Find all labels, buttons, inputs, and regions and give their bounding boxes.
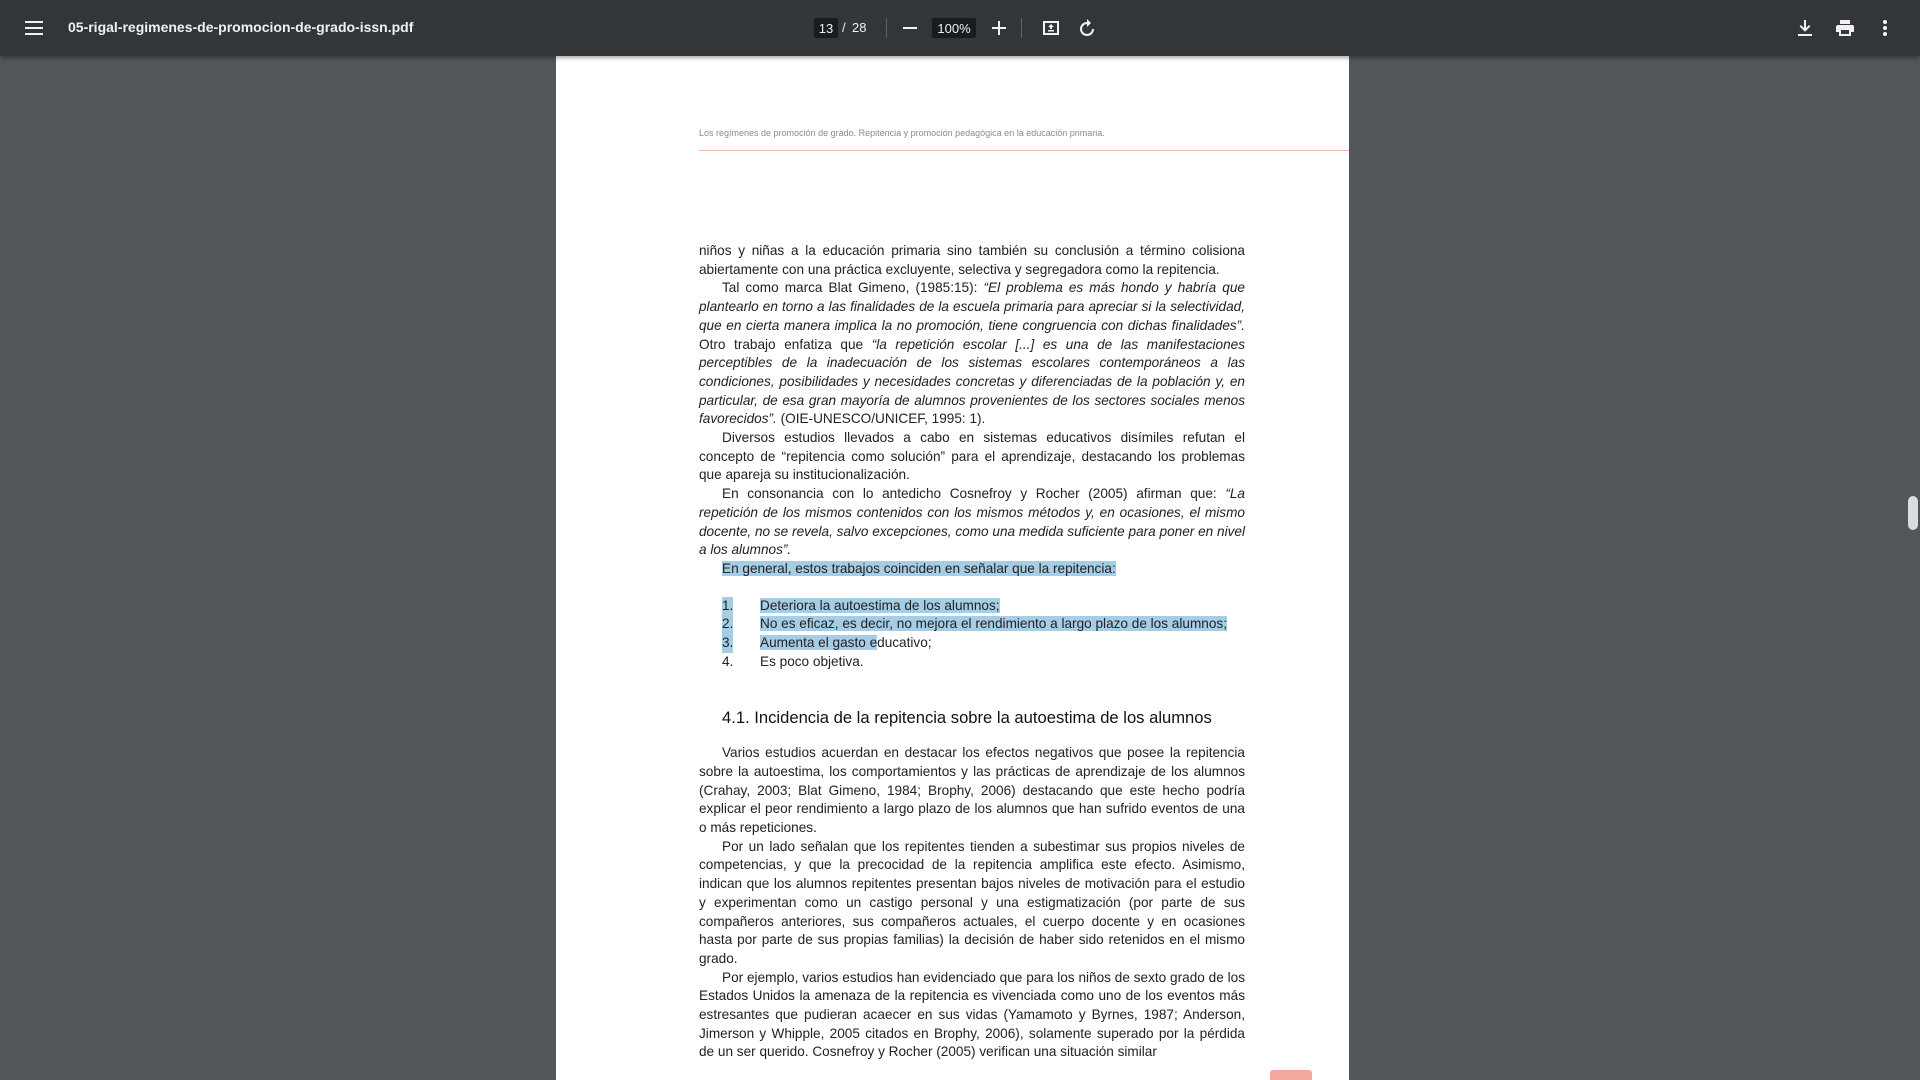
zoom-out-button[interactable]: [892, 10, 928, 46]
paragraph: niños y niñas a la educación primaria sino también su conclusión a término colisiona abiertamente con una práctica excluyente, selectiva y segregadora como la repitencia.: [699, 243, 1245, 277]
text-selection: Deteriora la autoestima de los alumnos;: [760, 597, 1000, 613]
minus-icon: [903, 21, 917, 35]
pdf-toolbar: [0, 0, 1920, 56]
paragraph: En consonancia con lo antedicho Cosnefroy y Rocher (2005) afirman que: “La repetición de los mismos contenidos con los mismos métodos y, en ocasiones, el mismo docente, no se revela, salvo excepciones, como una medida suficiente para poner en nivel a los alumnos”.: [699, 486, 1245, 558]
list-item: 1. Deteriora la autoestima de los alumnos;: [699, 597, 1245, 616]
page-number-input[interactable]: [814, 18, 838, 38]
header-rule: [699, 150, 1349, 151]
paragraph-selected: [699, 560, 1245, 579]
list-item: 4. Es poco objetiva.: [722, 653, 864, 669]
page-number-tab: [1270, 1070, 1312, 1080]
fit-to-page-icon: [1042, 19, 1060, 37]
list-item: 3. Aumenta el gasto educativo;: [699, 634, 1245, 653]
zoom-level-input[interactable]: [932, 18, 976, 38]
rotate-button[interactable]: [1069, 10, 1105, 46]
scrollbar-track[interactable]: [1906, 56, 1920, 1080]
rotate-icon: [1078, 19, 1096, 37]
numbered-list: [699, 597, 1245, 672]
plus-icon: [992, 21, 1006, 35]
document-title: 05-rigal-regimenes-de-promocion-de-grado-issn.pdf: [68, 19, 414, 35]
paragraph: Tal como marca Blat Gimeno, (1985:15): “El problema es más hondo y habría que plantearlo en torno a las finalidades de la escuela primaria para apreciar si la selectividad, que en cierta manera implica la no promoción, tiene congruencia con dichas finalidades”. Otro trabajo enfatiza que “la repetición escolar [...] es una de las manifestaciones perceptibles de la inadecuación de los sistemas escolares contemporáneos a las condiciones, posibilidades y necesidades concretas y diferenciadas de la población y, en particular, de esa gran mayoría de alumnos provenientes de los sectores sociales menos favorecidos”. (OIE-UNESCO/UNICEF, 1995: 1).: [699, 280, 1245, 427]
scrollbar-thumb[interactable]: [1908, 496, 1918, 530]
text-selection: En general, estos trabajos coinciden en señalar que la repitencia:: [722, 560, 1116, 576]
page-body: [699, 242, 1245, 1062]
print-icon: [1836, 20, 1854, 36]
download-icon: [1798, 20, 1812, 36]
menu-button[interactable]: [16, 10, 52, 46]
list-item: 2. No es eficaz, es decir, no mejora el rendimiento a largo plazo de los alumnos;: [699, 615, 1245, 634]
more-options-button[interactable]: [1867, 10, 1903, 46]
paragraph: Diversos estudios llevados a cabo en sistemas educativos disímiles refutan el concepto de “repitencia como solución” para el aprendizaje, destacando los problemas que apareja su institucionalización.: [699, 430, 1245, 483]
text-selection: No es eficaz, es decir, no mejora el rendimiento a largo plazo de los alumnos;: [760, 616, 1227, 632]
toolbar-divider: [886, 18, 887, 38]
text-selection: Aumenta el gasto e: [760, 635, 878, 651]
running-header: Los regímenes de promoción de grado. Repitencia y promoción pedagógica en la educación primaria.: [699, 128, 1105, 138]
fit-to-page-button[interactable]: [1033, 10, 1069, 46]
paragraph: Varios estudios acuerdan en destacar los efectos negativos que posee la repitencia sobre la autoestima, los comportamientos y las prácticas de aprendizaje de los alumnos (Crahay, 2003; Blat Gimeno, 1984; Brophy, 2006) destacando que este hecho podría explicar el peor rendimiento a largo plazo de los alumnos que han sufrido eventos de una o más repeticiones.: [699, 745, 1245, 835]
hamburger-menu-icon: [25, 21, 43, 35]
pdf-page[interactable]: [556, 56, 1349, 1080]
paragraph: Por un lado señalan que los repitentes tienden a subestimar sus propios niveles de competencias, y que la precocidad de la repitencia amplifica este efecto. Asimismo, indican que los alumnos repitentes presentan bajos niveles de motivación para el estudio y experimentan como un castigo personal y una estigmatización (por parte de sus compañeros anteriores, sus compañeros actuales, el cuerpo docente y en ocasiones hasta por parte de sus propias familias) la decisión de haber sido retenidos en el mismo grado.: [699, 838, 1245, 966]
section-heading: 4.1. Incidencia de la repitencia sobre la autoestima de los alumnos: [722, 708, 1212, 728]
download-button[interactable]: [1787, 10, 1823, 46]
print-button[interactable]: [1827, 10, 1863, 46]
page-total: 28: [852, 20, 867, 35]
pdf-viewer[interactable]: [0, 56, 1920, 1080]
zoom-in-button[interactable]: [981, 10, 1017, 46]
toolbar-divider: [1021, 18, 1022, 38]
paragraph: Por ejemplo, varios estudios han evidenciado que para los niños de sexto grado de los Estados Unidos la amenaza de la repitencia es vivenciada como uno de los eventos más estresantes que pudieran acaecer en sus vidas (Yamamoto y Byrnes, 1987; Anderson, Jimerson y Whipple, 2005 citados en Brophy, 2006), solamente superado por la pérdida de un ser querido. Cosnefroy y Rocher (2005) verifican una situación similar: [699, 969, 1245, 1060]
page-separator: /: [842, 20, 846, 35]
more-vert-icon: [1883, 20, 1887, 36]
